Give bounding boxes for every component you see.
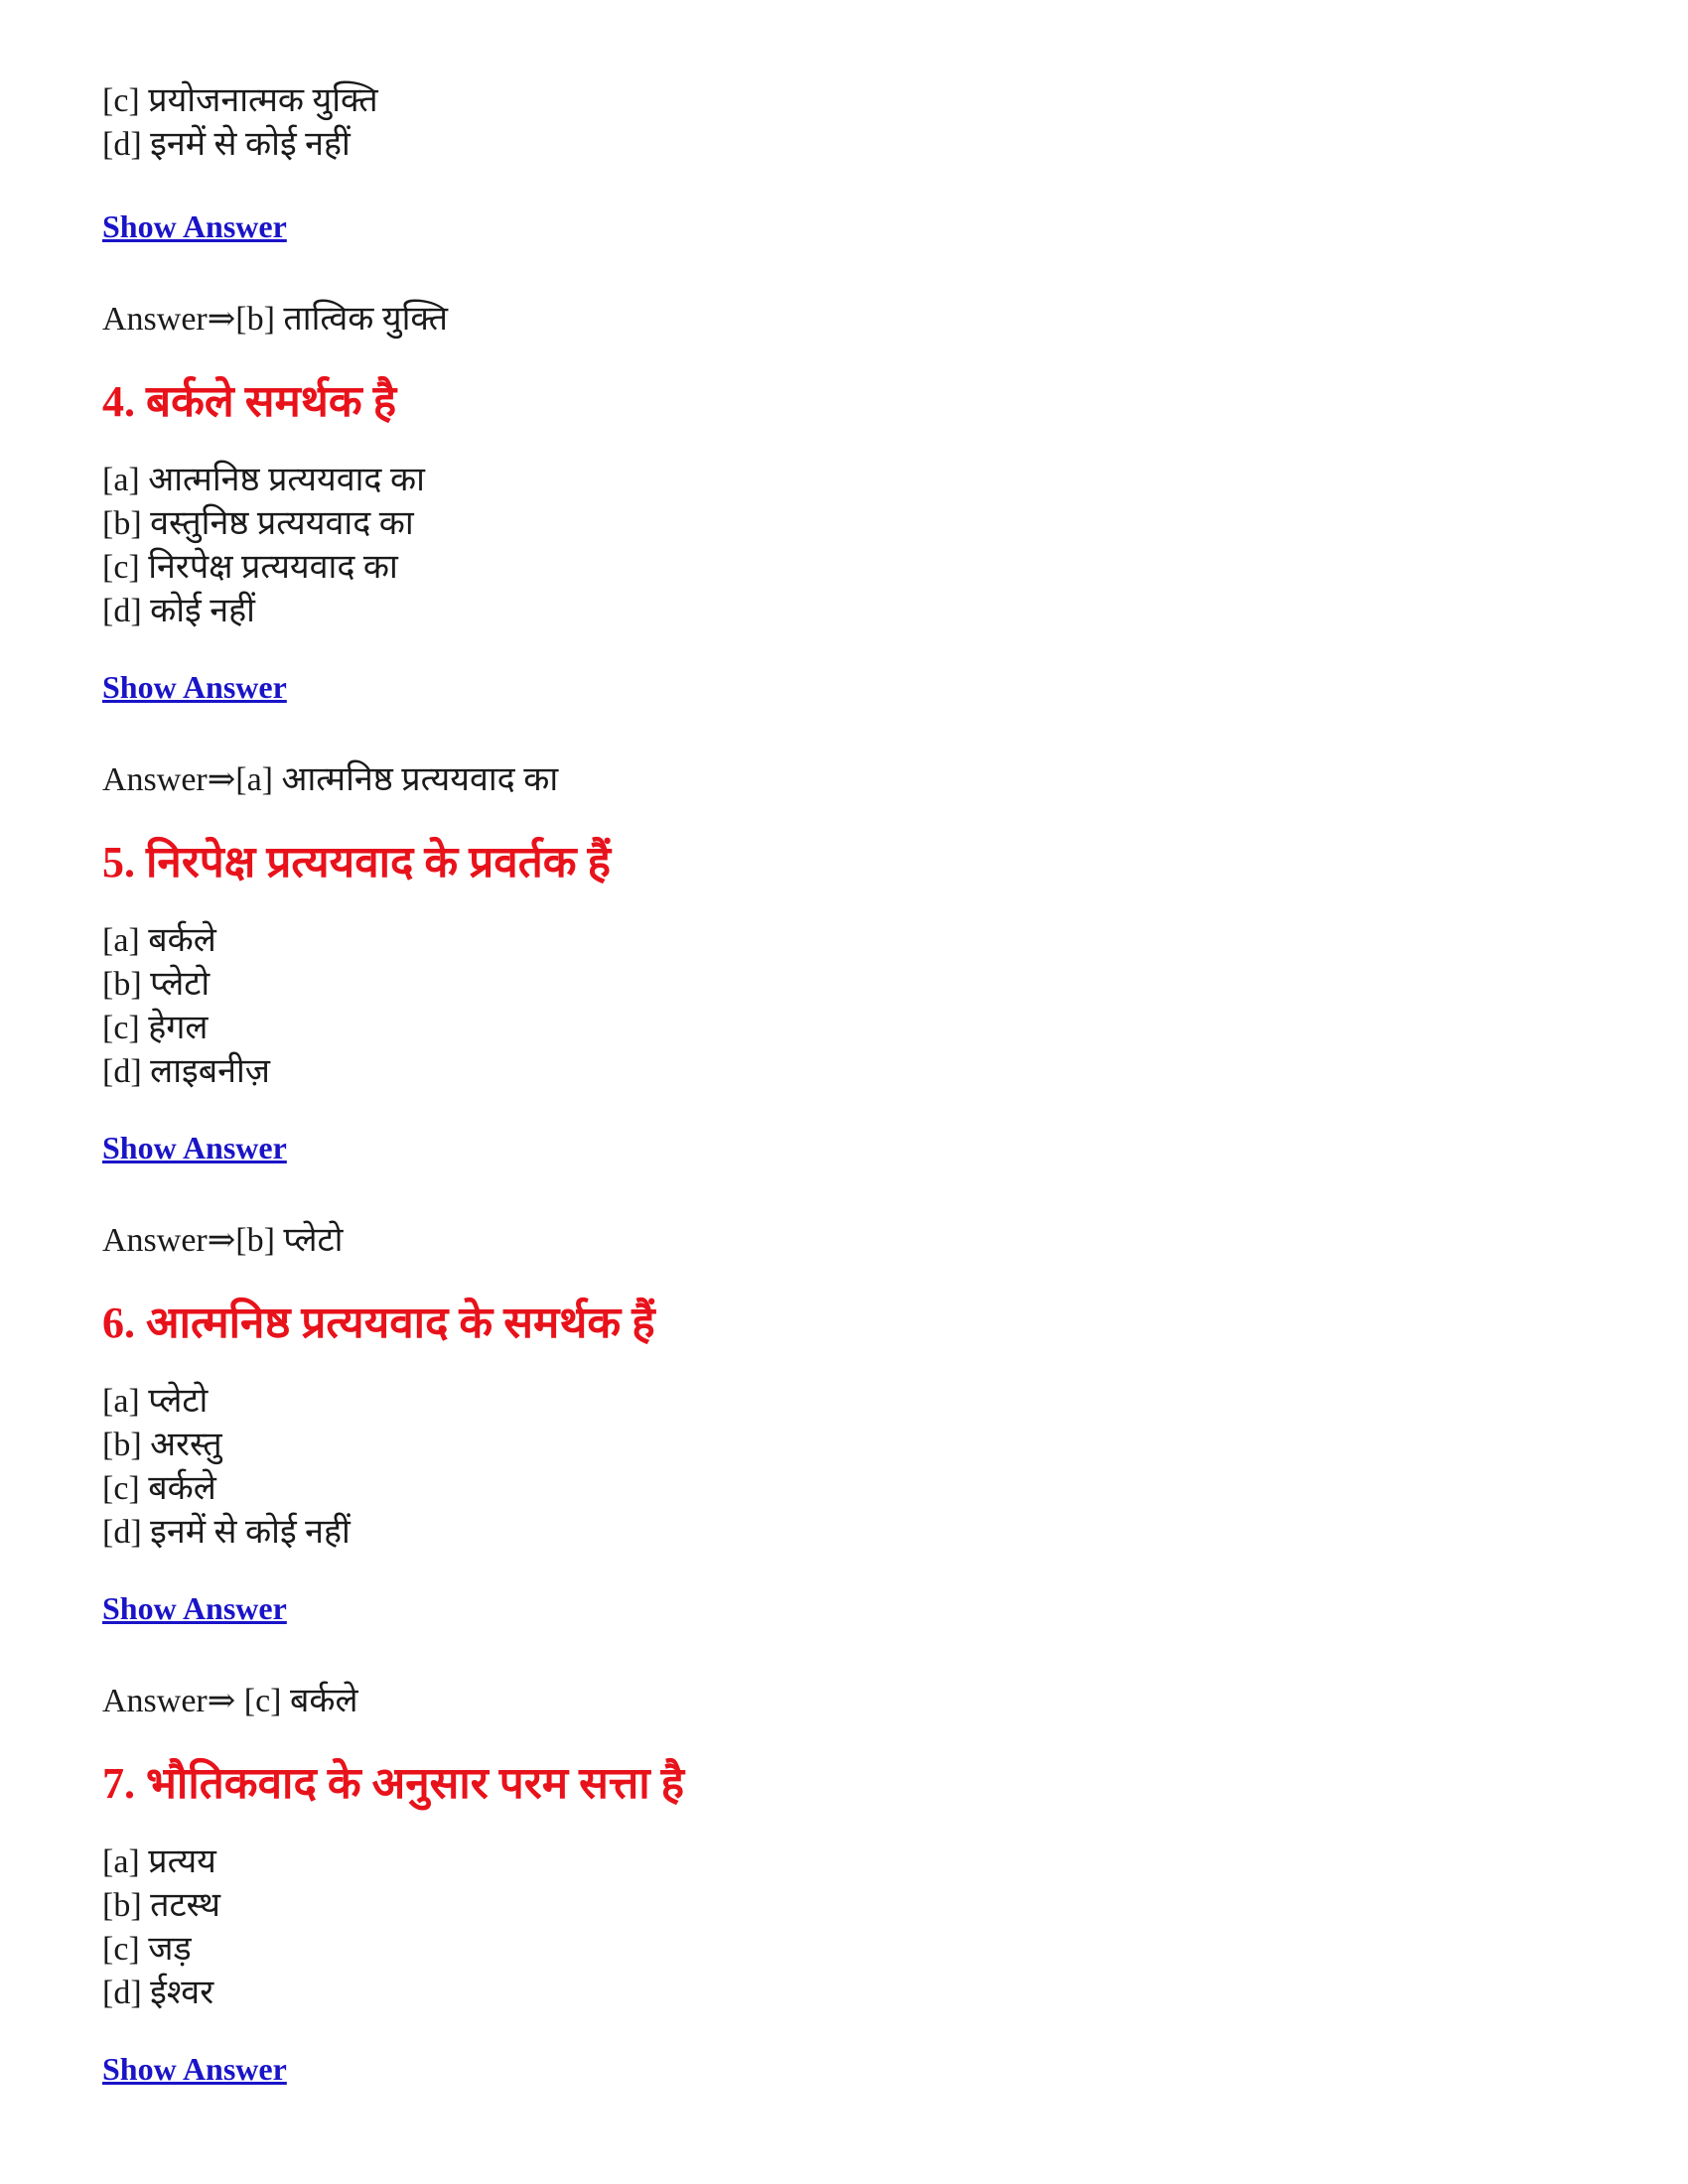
q6-option-c: [c] बर्कले: [102, 1470, 216, 1507]
q5-title: 5. निरपेक्ष प्रत्ययवाद के प्रवर्तक हैं: [102, 838, 611, 887]
q4-option-c: [c] निरपेक्ष प्रत्ययवाद का: [102, 549, 398, 586]
q5-option-c: [c] हेगल: [102, 1010, 209, 1046]
q5-option-a: [a] बर्कले: [102, 922, 216, 959]
q7-option-c: [c] जड़: [102, 1931, 192, 1968]
q4-title: 4. बर्कले समर्थक है: [102, 377, 397, 426]
q4-show-answer-link[interactable]: Show Answer: [102, 669, 287, 705]
q7-option-d: [d] ईश्वर: [102, 1975, 214, 2011]
q6-answer: Answer⇒ [c] बर्कले: [102, 1683, 358, 1719]
q7-option-b: [b] तटस्थ: [102, 1887, 220, 1924]
q6-title: 6. आत्मनिष्ठ प्रत्ययवाद के समर्थक हैं: [102, 1298, 655, 1347]
q5-show-answer-link[interactable]: Show Answer: [102, 1130, 287, 1165]
q4-option-b: [b] वस्तुनिष्ठ प्रत्ययवाद का: [102, 505, 414, 542]
q7-title: 7. भौतिकवाद के अनुसार परम सत्ता है: [102, 1759, 684, 1808]
q3-option-d: [d] इनमें से कोई नहीं: [102, 126, 351, 163]
q4-option-d: [d] कोई नहीं: [102, 593, 255, 629]
q5-option-d: [d] लाइबनीज़: [102, 1053, 271, 1090]
q6-option-d: [d] इनमें से कोई नहीं: [102, 1514, 351, 1551]
q6-option-b: [b] अरस्तु: [102, 1427, 222, 1463]
q7-option-a: [a] प्रत्यय: [102, 1843, 216, 1880]
q5-option-b: [b] प्लेटो: [102, 966, 211, 1003]
q3-answer: Answer⇒[b] तात्विक युक्ति: [102, 301, 449, 338]
q3-option-c: [c] प्रयोजनात्मक युक्ति: [102, 82, 378, 119]
q3-show-answer-link[interactable]: Show Answer: [102, 208, 287, 244]
q4-option-a: [a] आत्मनिष्ठ प्रत्ययवाद का: [102, 462, 425, 498]
q6-show-answer-link[interactable]: Show Answer: [102, 1590, 287, 1626]
q7-show-answer-link[interactable]: Show Answer: [102, 2051, 287, 2087]
q6-option-a: [a] प्लेटो: [102, 1383, 209, 1420]
q4-answer: Answer⇒[a] आत्मनिष्ठ प्रत्ययवाद का: [102, 761, 559, 798]
q5-answer: Answer⇒[b] प्लेटो: [102, 1222, 344, 1259]
